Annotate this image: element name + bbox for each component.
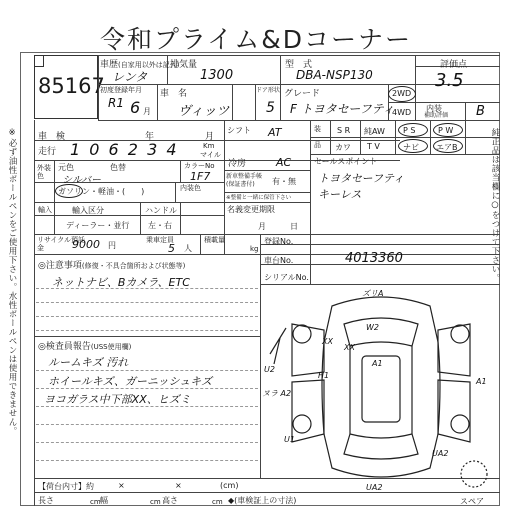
load-label: 積載量 <box>204 236 225 244</box>
equip-label-bottom: 品 <box>314 141 321 149</box>
equip-ps-circle <box>398 123 428 137</box>
mileage-label: 走行 <box>38 147 57 157</box>
name-change-label: 名義変更期限 <box>227 205 275 214</box>
notes-sub: (修復・不具合箇所および状態等) <box>81 262 186 270</box>
equip-airbag-circle <box>433 139 463 153</box>
wheel-fr <box>451 325 469 343</box>
right-rear-door <box>438 380 470 442</box>
import-label: 輸入区分 <box>72 206 104 215</box>
history-label: 車歴 <box>100 60 119 70</box>
cargo-label: 【荷台内寸】約 <box>38 482 94 491</box>
height-cm: cm <box>212 498 223 506</box>
shift-value: AT <box>268 126 282 139</box>
recycle-value: 9000 <box>72 238 100 251</box>
equip-navi: ナビ <box>403 143 419 152</box>
color-no-value: 1F7 <box>190 170 211 183</box>
inspection-month-unit: 月 <box>205 132 215 142</box>
sheet-title: 令和プライム&Dコーナー <box>100 25 412 54</box>
import-side-label: 輸入 <box>38 206 52 214</box>
cargo-x1: × <box>118 481 125 490</box>
diag-a1: A1 <box>372 359 383 368</box>
equip-tv: T V <box>367 142 380 151</box>
car-name-label: 車 名 <box>160 89 188 99</box>
km-unit: Km <box>203 142 215 150</box>
ac-label: 冷房 <box>228 159 247 169</box>
score-value: 3.5 <box>435 70 464 91</box>
rear-window <box>344 434 418 459</box>
cert-note: ※整備と一緒に保管下さい <box>226 195 292 201</box>
mile-unit: マイル <box>200 151 221 159</box>
serial-label: シリアルNo. <box>264 273 309 282</box>
load-unit: kg <box>250 245 259 253</box>
spare-label: スペア <box>460 497 484 506</box>
diag-xx1: XX <box>344 343 355 352</box>
car-damage-diagram <box>262 284 500 492</box>
capacity-label: 乗車定員 <box>146 236 174 244</box>
inspector-heading: ◎検査員報告 <box>38 342 91 352</box>
windshield <box>344 318 418 346</box>
length-cm: cm <box>90 498 101 506</box>
diag-u2: U2 <box>264 365 275 374</box>
side-note-right: 純正品は該当欄に○をつけて下さい。 <box>490 128 500 283</box>
capacity-unit: 人 <box>184 244 192 253</box>
reg-no-label: 登録No. <box>264 237 294 246</box>
notes-line-1: ネットナビ、Bカメラ、ETC <box>52 276 190 289</box>
equip-leather: カワ <box>335 143 351 152</box>
ac-value: AC <box>276 156 292 169</box>
shift-label: シフト <box>227 126 251 135</box>
width-label: 幅 <box>100 496 108 505</box>
frame-no-value: 4013360 <box>345 251 403 266</box>
wheel-rr <box>451 415 469 433</box>
interior-label: 内装 <box>426 104 442 113</box>
diag-bottom-mark: UA2 <box>366 483 383 492</box>
handle-value: 左・右 <box>148 221 172 230</box>
width-cm: cm <box>150 498 161 506</box>
model-label: 型 式 <box>285 60 313 70</box>
dealer-value: ディーラー・並行 <box>66 221 130 230</box>
length-label: 長さ <box>38 496 54 505</box>
equip-pw: P W <box>438 126 454 135</box>
color-change-label: 色替 <box>110 163 126 172</box>
car-body-outline <box>322 297 440 477</box>
mileage-value: 1 0 6 2 3 4 <box>70 140 179 159</box>
car-name-value: ヴィッツ <box>178 104 230 119</box>
diag-ua2: UA2 <box>432 449 449 458</box>
inspection-label: 車 検 <box>38 132 66 142</box>
handle-label: ハンドル <box>145 206 177 215</box>
doors-value: 5 <box>266 100 275 116</box>
displacement-value: 1300 <box>200 68 234 83</box>
dimension-note: ◆(車検証上の寸法) <box>228 496 297 505</box>
color-value: シルバー <box>62 175 102 186</box>
cert-value: 有・無 <box>272 177 296 186</box>
right-front-door <box>438 324 470 376</box>
history-value: レンタ <box>112 70 148 84</box>
side-note-left: ※必ず油性ボールペンをご使用下さい。水性ボールペンは使用できません。 <box>7 128 17 436</box>
recycle-label: リサイクル預託金 <box>37 236 86 252</box>
inspector-sub: (USS使用欄) <box>90 343 132 351</box>
wheel-rl <box>293 415 311 433</box>
history-note: (自家用以外は記入) <box>118 61 180 69</box>
left-front-door <box>292 324 324 376</box>
interior-sub: 補助評価 <box>424 112 449 119</box>
cargo-cm: (cm) <box>220 481 239 490</box>
inspection-year-unit: 年 <box>145 132 155 142</box>
drive-4wd: 4WD <box>392 108 412 117</box>
inspector-line-3: ヨコガラス中下部XX、ヒズミ <box>44 393 191 406</box>
sales-point-2: キーレス <box>318 188 362 201</box>
interior-color-label: 内装色 <box>180 184 201 192</box>
wheel-fl <box>293 325 311 343</box>
diag-ua1: A1 <box>476 377 487 386</box>
cert-label: 新車整備手帳(保証書付) <box>226 173 263 188</box>
equip-label-top: 装 <box>314 125 321 133</box>
exterior-color-label: 外装色 <box>37 164 51 180</box>
inspector-line-1: ルームキズ 汚れ <box>48 356 129 369</box>
height-label: 高さ <box>162 496 178 505</box>
grade-label: グレード <box>284 89 321 99</box>
equip-ps: P S <box>403 126 416 135</box>
color-no-label: カラーNo <box>184 162 215 170</box>
left-rear-door <box>292 380 324 442</box>
fuel-value: ガソリン・軽油・( ) <box>58 187 145 196</box>
score-label: 評価点 <box>440 60 468 70</box>
equip-airbag: エアB <box>436 143 458 152</box>
equip-sr: S R <box>337 126 351 135</box>
diag-h1: H1 <box>318 371 330 380</box>
sales-point-label: セールスポイント <box>314 157 378 166</box>
diag-u1: U1 <box>284 435 295 444</box>
name-change-day: 日 <box>290 222 298 231</box>
equip-pw-circle <box>433 123 463 137</box>
spare-tire <box>461 461 487 487</box>
inspector-line-2: ホイールキズ、ガーニッシュキズ <box>48 375 213 388</box>
frame-no-label: 車台No. <box>264 256 294 265</box>
reg-month: 6 <box>130 98 141 117</box>
diag-xx2: XX <box>322 337 333 346</box>
interior-value: B <box>476 104 485 119</box>
diag-top-mark: ズリA <box>362 289 384 298</box>
equip-aw: 純AW <box>364 127 385 136</box>
name-change-month: 月 <box>258 222 266 231</box>
sales-point-1: トヨタセーフティ <box>318 172 405 185</box>
doors-label: ドア形状 <box>256 87 280 94</box>
orig-color-label: 元色 <box>58 163 74 172</box>
equip-navi-circle <box>398 139 428 153</box>
notes-heading: ◎注意事項 <box>38 261 82 271</box>
drive-2wd: 2WD <box>392 89 412 98</box>
cargo-x2: × <box>175 481 182 490</box>
mirror-left <box>270 328 286 364</box>
lot-number: 85167 <box>38 74 105 98</box>
reg-label: 初度登録年月 <box>100 86 142 94</box>
lot-box-corner <box>34 55 44 67</box>
displacement-label: 排気量 <box>170 60 198 70</box>
reg-month-unit: 月 <box>143 107 151 116</box>
diag-w2: W2 <box>366 323 379 332</box>
diag-s1: ヌラ A2 <box>262 389 292 398</box>
grade-value: F トヨタセーフティ <box>290 102 395 116</box>
model-value: DBA-NSP130 <box>296 68 373 82</box>
capacity-value: 5 <box>168 242 175 255</box>
recycle-unit: 円 <box>108 241 116 250</box>
reg-year: R1 <box>108 96 124 110</box>
